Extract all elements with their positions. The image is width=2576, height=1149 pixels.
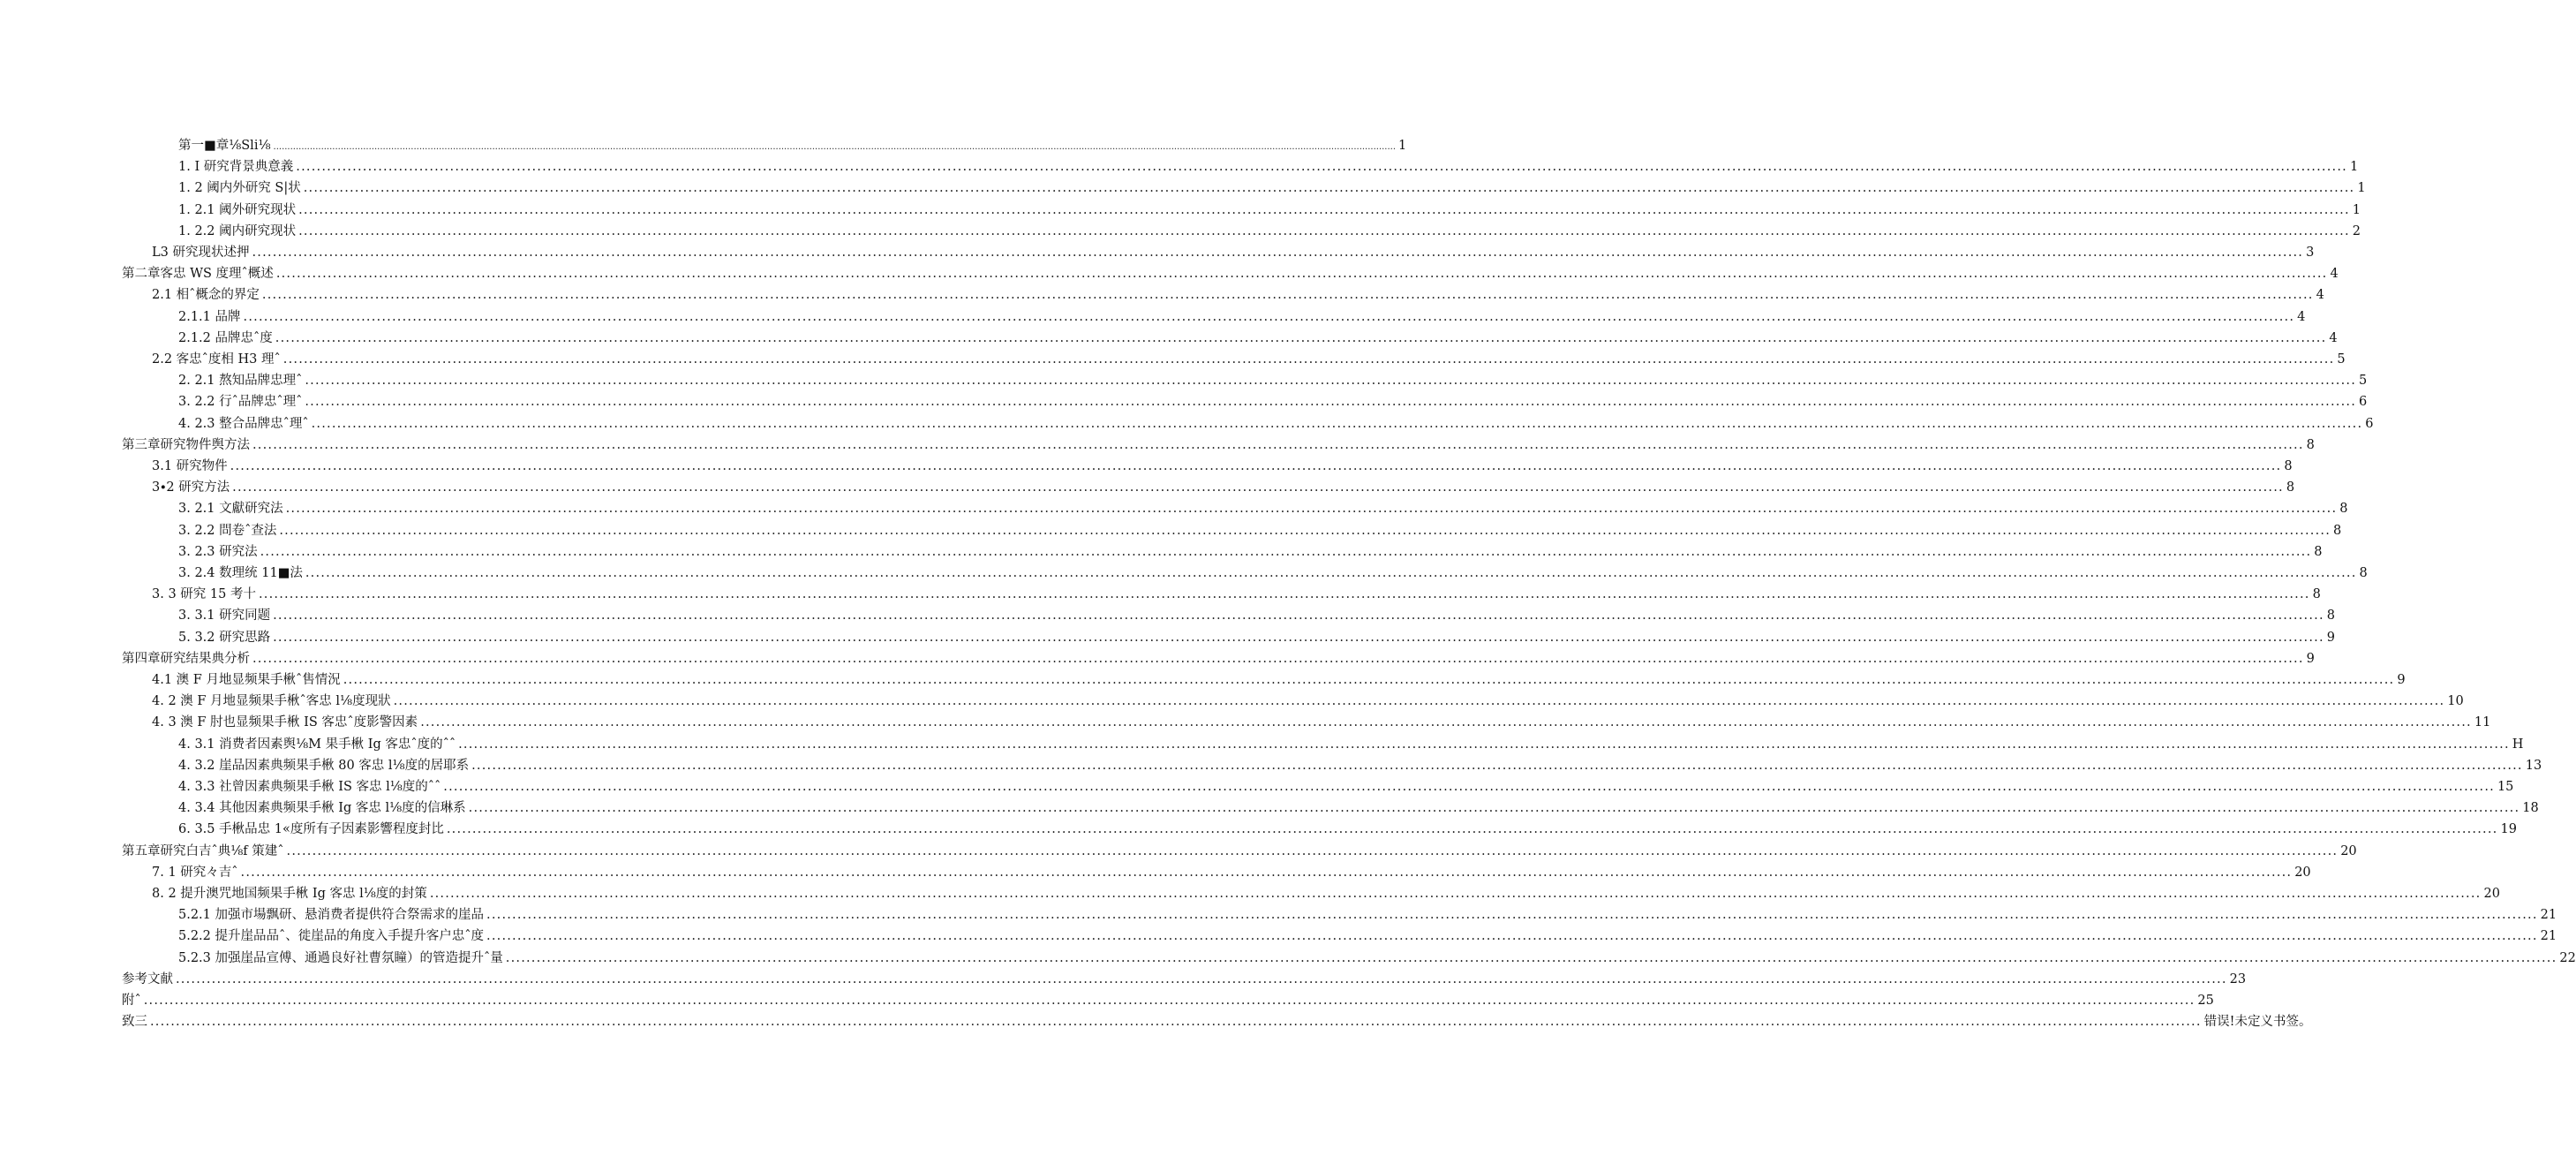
toc-entry-page: 20	[2483, 887, 2500, 901]
toc-leader-dots: ................................................................................................................................................................................................................................................................................................................................................................................................................	[393, 694, 2445, 708]
toc-entry[interactable]	[178, 949, 2576, 967]
toc-entry-page: 1	[2357, 181, 2366, 195]
toc-entry-page: 11	[2474, 715, 2491, 729]
toc-leader-dots: ................................................................................................................................................................................................................................................................................................................................................................................................................	[305, 395, 2357, 409]
toc-leader-dots: ................................................................................................................................................................................................................................................................................................................................................................................................................	[486, 908, 2538, 922]
toc-leader-dots: ................................................................................................................................................................................................................................................................................................................................................................................................................	[258, 587, 2310, 601]
toc-entry-page: 25	[2197, 994, 2214, 1008]
toc-leader-dots: ................................................................................................................................................................................................................................................................................................................................................................................................................	[468, 801, 2520, 815]
toc-entry-page: 3	[2306, 246, 2315, 260]
toc-entry-page: 15	[2497, 780, 2514, 794]
toc-leader-dots: ................................................................................................................................................................................................................................................................................................................................................................................................................	[305, 566, 2357, 580]
toc-entry-page: 21	[2540, 908, 2557, 922]
toc-entry-title: 第二章客忠 WS 度理ˆ概述	[122, 267, 274, 281]
toc-entry[interactable]	[152, 586, 2321, 603]
toc-entry[interactable]	[178, 543, 2323, 561]
toc-entry[interactable]	[122, 650, 2315, 668]
toc-entry-title: 致三	[122, 1015, 147, 1029]
toc-entry-page: 8	[2306, 438, 2315, 452]
toc-entry-page: 4	[2329, 331, 2338, 345]
toc-entry-page: 4	[2316, 288, 2324, 302]
toc-entry-page: 8	[2333, 524, 2342, 538]
toc-leader-dots: ................................................................................................................................................................................................................................................................................................................................................................................................................	[443, 780, 2495, 794]
toc-entry-page: 18	[2522, 801, 2539, 815]
toc-entry-title: 4. 3.1 消费者因素舆⅛M 果手楸 Ig 客忠ˆ度的ˆˆ	[178, 737, 456, 752]
toc-entry-title: 1. 2 阈内外研究 S|状	[178, 181, 301, 195]
toc-entry[interactable]	[152, 692, 2464, 710]
toc-entry[interactable]	[178, 820, 2517, 838]
toc-entry-page: 2	[2352, 224, 2361, 238]
toc-entry-title: 3. 2.1 文獻研究法	[178, 502, 283, 516]
toc-entry-title: 4. 2 澳 F 月地显频果手楸ˆ客忠 l⅛度现狀	[152, 694, 391, 708]
toc-entry[interactable]	[178, 607, 2336, 624]
toc-entry-page: 9	[2326, 631, 2336, 645]
toc-leader-dots: ................................................................................................................................................................................................................................................................................................................................................................................................................	[275, 331, 2327, 345]
toc-entry-title: 5.2.3 加强崖品宣傅、通過良好社曹氛瞳）的管造提升ˆ量	[178, 951, 503, 965]
toc-entry[interactable]	[122, 265, 2339, 283]
toc-entry[interactable]	[178, 778, 2514, 796]
toc-entry-title: 5.2.1 加强市場飘研、悬消费者提供符合祭需求的崖品	[178, 908, 485, 922]
toc-entry-title: 附ˆ	[122, 994, 141, 1008]
toc-entry[interactable]	[178, 201, 2361, 219]
toc-entry-title: 3. 2.2 行ˆ品牌忠ˆ理ˆ	[178, 395, 303, 409]
toc-entry[interactable]	[122, 971, 2247, 988]
toc-entry[interactable]	[152, 479, 2295, 496]
toc-leader-dots: ................................................................................................................................................................................................................................................................................................................................................................................................................	[232, 480, 2284, 495]
toc-entry-page: 1	[2352, 203, 2361, 217]
toc-entry[interactable]	[178, 308, 2306, 326]
toc-entry[interactable]	[178, 223, 2361, 240]
toc-entry[interactable]	[178, 329, 2338, 347]
toc-entry-page: 6	[2359, 395, 2368, 409]
toc-entry-title: 3. 2.2 問卷ˆ查法	[178, 524, 277, 538]
toc-entry-title: 4. 3.2 崖品因素典频果手楸 80 客忠 l⅛度的居耶系	[178, 759, 470, 773]
toc-entry-page: 8	[2326, 609, 2336, 623]
toc-leader-dots: ................................................................................................................................................................................................................................................................................................................................................................................................................	[252, 438, 2304, 452]
toc-entry-title: 第四章研究结果典分析	[122, 652, 250, 666]
toc-entry[interactable]	[152, 286, 2324, 304]
toc-entry-title: 2.1.1 品牌	[178, 310, 241, 324]
toc-leader-dots: ................................................................................................................................................................................................................................................................................................................................................................................................................	[275, 267, 2328, 281]
toc-entry[interactable]	[178, 179, 2366, 197]
toc-leader-dots: ................................................................................................................................................................................................................................................................................................................................................................................................................	[286, 844, 2339, 858]
toc-entry-title: 3. 3 研究 15 考十	[152, 587, 256, 601]
toc-entry-title: 3∙2 研究方法	[152, 480, 230, 495]
toc-entry-title: 8. 2 提升澳咒地国频果手楸 Ig 客忠 l⅛度的封策	[152, 887, 427, 901]
toc-entry[interactable]	[178, 158, 2359, 176]
toc-entry-page: 6	[2365, 417, 2374, 431]
toc-entry-page: 9	[2306, 652, 2315, 666]
toc-leader-dots: ................................................................................................................................................................................................................................................................................................................................................................................................................	[143, 994, 2196, 1008]
toc-entry-title: L3 研究现状述押	[152, 246, 250, 260]
toc-entry-page: 8	[2314, 545, 2323, 559]
toc-entry[interactable]	[178, 927, 2557, 945]
toc-leader-dots: ................................................................................................................................................................................................................................................................................................................................................................................................................	[273, 142, 1397, 152]
toc-entry[interactable]	[178, 372, 2368, 389]
toc-leader-dots: ................................................................................................................................................................................................................................................................................................................................................................................................................	[282, 352, 2335, 367]
toc-leader-dots: ................................................................................................................................................................................................................................................................................................................................................................................................................	[252, 246, 2304, 260]
toc-leader-dots: ................................................................................................................................................................................................................................................................................................................................................................................................................	[298, 224, 2350, 238]
toc-leader-dots: ................................................................................................................................................................................................................................................................................................................................................................................................................	[343, 673, 2395, 687]
toc-leader-dots: ................................................................................................................................................................................................................................................................................................................................................................................................................	[429, 887, 2482, 901]
toc-leader-dots: ................................................................................................................................................................................................................................................................................................................................................................................................................	[303, 181, 2355, 195]
toc-entry-page: 20	[2340, 844, 2357, 858]
toc-entry[interactable]	[122, 1013, 2312, 1031]
toc-entry-title: 参考文献	[122, 972, 173, 986]
toc-entry-page: 19	[2500, 822, 2517, 836]
toc-leader-dots: ................................................................................................................................................................................................................................................................................................................................................................................................................	[150, 1015, 2202, 1029]
toc-entry[interactable]	[152, 244, 2315, 261]
toc-entry-title: 2.2 客忠ˆ度相 H3 理ˆ	[152, 352, 281, 367]
toc-entry-page: 20	[2294, 866, 2311, 880]
toc-entry-page: 1	[2349, 160, 2359, 174]
toc-entry[interactable]	[122, 436, 2315, 454]
toc-leader-dots: ................................................................................................................................................................................................................................................................................................................................................................................................................	[285, 502, 2338, 516]
toc-leader-dots: ................................................................................................................................................................................................................................................................................................................................................................................................................	[261, 288, 2314, 302]
toc-entry[interactable]	[178, 522, 2342, 540]
toc-entry[interactable]	[178, 629, 2336, 646]
toc-leader-dots: ................................................................................................................................................................................................................................................................................................................................................................................................................	[458, 737, 2510, 752]
toc-leader-dots: ................................................................................................................................................................................................................................................................................................................................................................................................................	[505, 951, 2557, 965]
toc-leader-dots: ................................................................................................................................................................................................................................................................................................................................................................................................................	[279, 524, 2331, 538]
toc-entry[interactable]	[152, 457, 2293, 475]
toc-entry[interactable]	[178, 799, 2539, 817]
toc-entry-title: 5. 3.2 研究思路	[178, 631, 271, 645]
toc-leader-dots: ................................................................................................................................................................................................................................................................................................................................................................................................................	[486, 929, 2538, 943]
toc-leader-dots: ................................................................................................................................................................................................................................................................................................................................................................................................................	[420, 715, 2472, 729]
toc-entry-title: 第五章研究白吉ˆ典⅛f 策建ˆ	[122, 844, 284, 858]
toc-leader-dots: ................................................................................................................................................................................................................................................................................................................................................................................................................	[260, 545, 2312, 559]
toc-entry-title: 2. 2.1 熬知品牌忠理ˆ	[178, 374, 303, 388]
toc-entry-page: 4	[2297, 310, 2306, 324]
toc-entry-page: 5	[2337, 352, 2346, 367]
toc-entry[interactable]	[152, 885, 2500, 903]
toc-leader-dots: ................................................................................................................................................................................................................................................................................................................................................................................................................	[252, 652, 2304, 666]
toc-leader-dots: ................................................................................................................................................................................................................................................................................................................................................................................................................	[273, 609, 2324, 623]
toc-entry-title: 2.1.2 品牌忠ˆ度	[178, 331, 273, 345]
toc-entry-title: 3. 3.1 研究同题	[178, 609, 271, 623]
toc-entry-title: 4. 3 澳 F 肘也显频果手楸 IS 客忠ˆ度影警因素	[152, 715, 418, 729]
toc-entry-page: 8	[2312, 587, 2321, 601]
toc-entry-page: 8	[2286, 480, 2295, 495]
toc-entry-title: 4.1 澳 F 月地显频果手楸ˆ售情況	[152, 673, 341, 687]
toc-entry-page: 8	[2359, 566, 2368, 580]
toc-entry-page: 5	[2359, 374, 2368, 388]
toc-entry-title: 3. 2.4 数理统 11■法	[178, 566, 303, 580]
toc-entry-title: 2.1 相ˆ概念的界定	[152, 288, 260, 302]
toc-entry[interactable]	[178, 415, 2374, 433]
toc-entry-title: 1. 2.2 阈内研究现状	[178, 224, 297, 238]
toc-leader-dots: ................................................................................................................................................................................................................................................................................................................................................................................................................	[311, 417, 2363, 431]
toc-leader-dots: ................................................................................................................................................................................................................................................................................................................................................................................................................	[273, 631, 2324, 645]
toc-entry-page: 10	[2447, 694, 2464, 708]
toc-leader-dots: ................................................................................................................................................................................................................................................................................................................................................................................................................	[176, 972, 2227, 986]
toc-entry[interactable]	[122, 843, 2357, 860]
toc-entry-title: 3. 2.3 研究法	[178, 545, 258, 559]
toc-entry[interactable]	[178, 137, 1407, 155]
toc-entry[interactable]	[178, 736, 2524, 753]
toc-entry-page: 1	[1398, 139, 1407, 153]
toc-leader-dots: ................................................................................................................................................................................................................................................................................................................................................................................................................	[471, 759, 2523, 773]
toc-entry[interactable]	[178, 906, 2557, 924]
toc-leader-dots: ................................................................................................................................................................................................................................................................................................................................................................................................................	[298, 203, 2350, 217]
toc-leader-dots: ................................................................................................................................................................................................................................................................................................................................................................................................................	[305, 374, 2357, 388]
toc-entry[interactable]	[178, 393, 2368, 411]
toc-entry[interactable]	[122, 992, 2214, 1009]
toc-entry-title: 4. 3.4 其他因素典频果手楸 Ig 客忠 l⅛度的信琳系	[178, 801, 466, 815]
toc-entry-page: 9	[2397, 673, 2406, 687]
toc-entry[interactable]	[152, 351, 2346, 368]
toc-entry-title: 6. 3.5 手楸品忠 1«度所有子因素影響程度封比	[178, 822, 444, 836]
toc-entry-title: 1. I 研究背景典意義	[178, 160, 294, 174]
toc-entry[interactable]	[178, 564, 2368, 582]
toc-leader-dots: ................................................................................................................................................................................................................................................................................................................................................................................................................	[243, 310, 2295, 324]
toc-entry-title: 3.1 研究物件	[152, 459, 228, 473]
toc-entry-title: 5.2.2 提升崖品品ˆ、徙崖品的角度入手提升客户忠ˆ度	[178, 929, 485, 943]
toc-entry-page: 8	[2284, 459, 2293, 473]
toc-entry-page: H	[2512, 737, 2524, 752]
toc-entry-title: 4. 2.3 整合品牌忠ˆ理ˆ	[178, 417, 309, 431]
toc-entry-title: 1. 2.1 阈外研究现状	[178, 203, 297, 217]
toc-entry[interactable]	[152, 671, 2406, 689]
toc-entry-title: 7. 1 研究々吉ˆ	[152, 866, 238, 880]
toc-leader-dots: ................................................................................................................................................................................................................................................................................................................................................................................................................	[296, 160, 2347, 174]
toc-entry-page: 4	[2330, 267, 2339, 281]
toc-entry-page: 13	[2525, 759, 2542, 773]
toc-leader-dots: ................................................................................................................................................................................................................................................................................................................................................................................................................	[230, 459, 2282, 473]
toc-entry-page: 8	[2339, 502, 2348, 516]
toc-leader-dots: ................................................................................................................................................................................................................................................................................................................................................................................................................	[240, 866, 2293, 880]
toc-entry-title: 4. 3.3 社曾因素典频果手楸 IS 客忠 l⅛度的ˆˆ	[178, 780, 441, 794]
toc-entry-page: 22	[2559, 951, 2576, 965]
toc-entry-page: 21	[2540, 929, 2557, 943]
toc-entry[interactable]	[152, 864, 2311, 881]
toc-entry[interactable]	[152, 714, 2491, 731]
toc-entry-page: 23	[2229, 972, 2247, 986]
toc-entry-page: 错误!未定义书签。	[2203, 1015, 2312, 1029]
toc-entry[interactable]	[178, 757, 2542, 775]
toc-entry-title: 第三章研究物件舆方法	[122, 438, 250, 452]
toc-entry[interactable]	[178, 500, 2348, 518]
toc-leader-dots: ................................................................................................................................................................................................................................................................................................................................................................................................................	[446, 822, 2498, 836]
toc-entry-title: 第一■章⅛Sli⅛	[178, 139, 271, 153]
